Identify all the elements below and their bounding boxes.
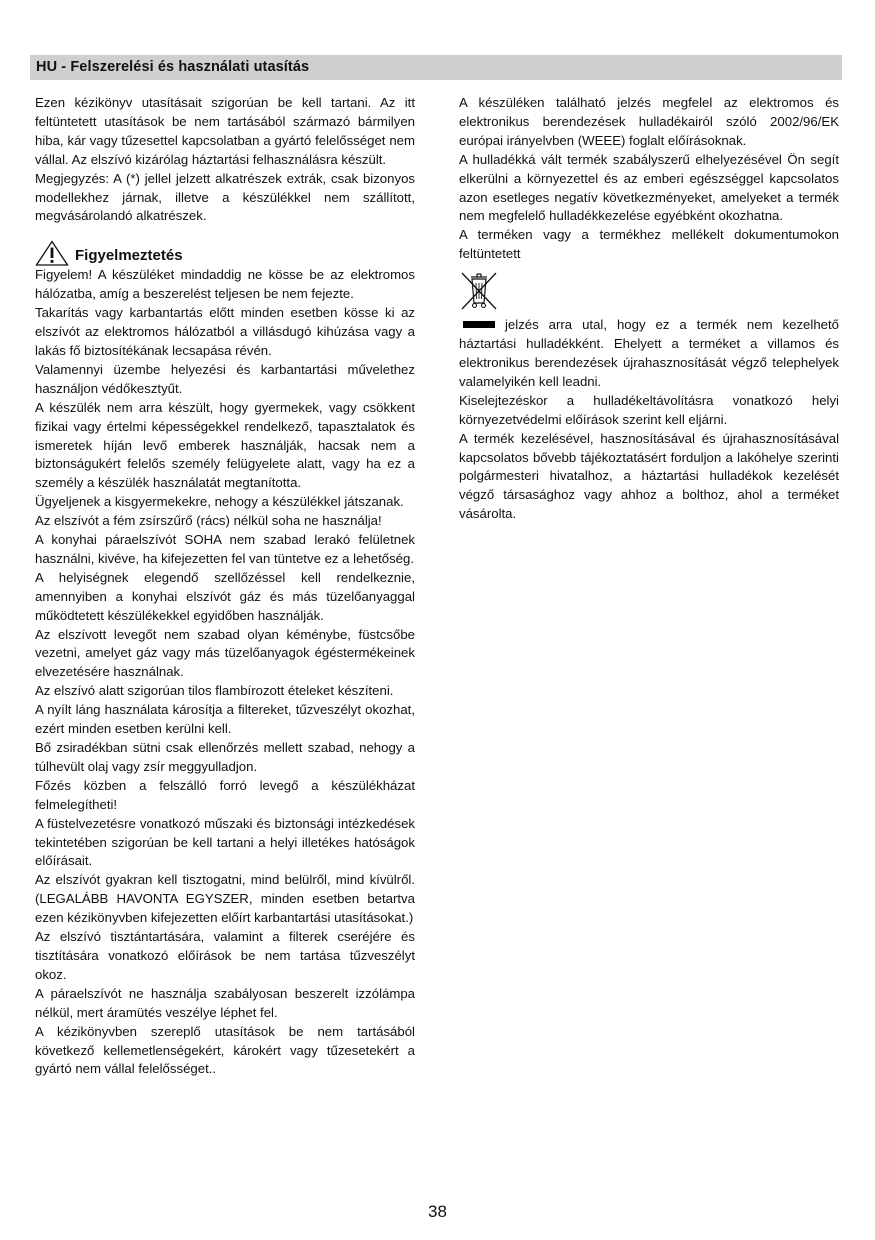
warning-item: Ügyeljenek a kisgyermekekre, nehogy a készülékkel játszanak. — [35, 494, 404, 510]
warning-item: A konyhai páraelszívót SOHA nem szabad lerakó felületnek használni, kivéve, ha kifejezetten fel van tüntetve ez a lehetőség. — [35, 532, 415, 566]
weee-icon-caption: jelzés arra utal, hogy ez a termék nem kezelhető háztartási hulladékként. Ehelyett a terméket a villamos és elektronikus berendezések újrahasznosítását végző telephelyek valamelyikén kell leadni. — [459, 317, 839, 389]
warning-item: Valamennyi üzembe helyezési és karbantartási művelethez használjon védőkesztyűt. — [35, 361, 415, 396]
warning-item: Figyelem! A készüléket mindaddig ne kösse be az elektromos hálózatba, amíg a beszerelést teljesen be nem fejezte. — [35, 267, 415, 302]
warning-item: Takarítás vagy karbantartás előtt minden esetben kösse ki az elszívót az elektromos hálózatból a villásdugó kihúzása vagy a lakás fő biztosítékának lecsapása révén. — [35, 305, 415, 358]
section-header-bar — [30, 55, 842, 80]
warning-item: A füstelvezetésre vonatkozó műszaki és biztonsági intézkedések tekintetében szigorúan be kell tartani a helyi illetékes hatóságok előírásait. — [35, 815, 415, 869]
weee-paragraph: A készüléken található jelzés megfelel az elektromos és elektronikus berendezések hulladékairól szóló 2002/96/EK európai irányelvben (WEEE) foglalt előírásoknak. — [459, 95, 839, 148]
crossed-out-wheelie-bin-icon — [459, 270, 499, 312]
weee-paragraph: A termék kezelésével, hasznosításával és újrahasznosításával kapcsolatos bővebb tájékoztatásért forduljon a lakóhelye szerinti polgármesteri hivatalhoz, a háztartási hulladékok kezelését végző társasághoz vagy ahhoz a bolthoz, ahol a terméket vásárolta. — [459, 430, 839, 522]
weee-paragraph — [459, 316, 839, 392]
warning-item: Bő zsiradékban sütni csak ellenőrzés mellett szabad, nehogy a túlhevült olaj vagy zsír meggyulladjon. — [35, 740, 415, 774]
warning-item: A páraelszívót ne használja szabályosan beszerelt izzólámpa nélkül, mert áramütés veszélye léphet fel. — [35, 985, 415, 1020]
warning-item: A helyiségnek elegendő szellőzéssel kell rendelkeznie, amennyiben a konyhai elszívót gáz és más tüzelőanyaggal működtetett készülékekkel egyidőben használják. — [35, 569, 415, 623]
right-column — [459, 94, 839, 524]
warning-item: Az elszívott levegőt nem szabad olyan kéménybe, füstcsőbe vezetni, amelyet gáz vagy más tüzelőanyagok égéstermékeinek elvezetésére használnak. — [35, 626, 415, 680]
warning-item: Főzés közben a felszálló forró levegő a készülékházat felmelegítheti! — [35, 777, 415, 812]
warning-item: A kézikönyvben szereplő utasítások be nem tartásából következő kellemetlenségekért, károkért vagy tűzesetekért a gyártó nem vállal felelősséget.. — [35, 1023, 415, 1077]
weee-paragraph: Kiselejtezéskor a hulladékeltávolításra vonatkozó helyi környezetvédelmi előírások szerint kell eljárni. — [459, 392, 839, 427]
warning-title: Figyelmeztetés — [75, 247, 183, 265]
warning-heading — [35, 240, 415, 266]
left-column — [35, 94, 415, 1079]
warning-item: A készülék nem arra készült, hogy gyermekek, vagy csökkent fizikai vagy értelmi képességekkel rendelkező, tapasztalatok és ismeretek híján levő emberek használják, hacsak nem a biztonságukért felelős személy felügyelete alatt, vagy ha ez a személy a készülék használatát megtanította. — [35, 399, 415, 491]
separate-collection-bar — [463, 321, 495, 328]
warning-item: Az elszívót a fém zsírszűrő (rács) nélkül soha ne használja! — [35, 513, 382, 529]
intro-paragraph: Ezen kézikönyv utasításait szigorúan be kell tartani. Az itt feltüntetett utasítások be nem tartásából származó bármilyen hiba, kár vagy tűzesettel kapcsolatban a gyártó felelősséget nem vállal. Az elszívó kizárólag háztartási felhasználásra készült. — [35, 95, 415, 167]
page-number: 38 — [428, 1202, 447, 1221]
warning-item: A nyílt láng használata károsítja a filtereket, tűzveszélyt okozhat, ezért minden esetben kerülni kell. — [35, 702, 415, 737]
weee-paragraph: A hulladékká vált termék szabályszerű elhelyezésével Ön segít elkerülni a környezettel és az emberi egészséggel kapcsolatos azon esetleges negatív következményeket, amelyeket a termék nem megfelelő hulladékkezelése egyébként okozhatna. — [459, 151, 839, 224]
warning-item: Az elszívó alatt szigorúan tilos flambírozott ételeket készíteni. — [35, 683, 394, 699]
warning-item: Az elszívót gyakran kell tisztogatni, mind belülről, mind kívülről. (LEGALÁBB HAVONTA EGYSZER, minden esetben betartva ezen kézikönyvben kifejezetten előírt karbantartási utasításokat.) — [35, 872, 415, 926]
section-title: HU - Felszerelési és használati utasítás — [36, 59, 310, 75]
weee-paragraph: A terméken vagy a termékhez mellékelt dokumentumokon feltüntetett — [459, 227, 839, 262]
intro-paragraph: Megjegyzés: A (*) jellel jelzett alkatrészek extrák, csak bizonyos modellekhez járnak, illetve a készülékkel nem szállított, megvásárolandó alkatrészek. — [35, 170, 415, 224]
warning-triangle-icon — [35, 240, 69, 266]
warning-item: Az elszívó tisztántartására, valamint a filterek cseréjére és tisztítására vonatkozó előírások be nem tartása tűzveszélyt okoz. — [35, 929, 415, 982]
